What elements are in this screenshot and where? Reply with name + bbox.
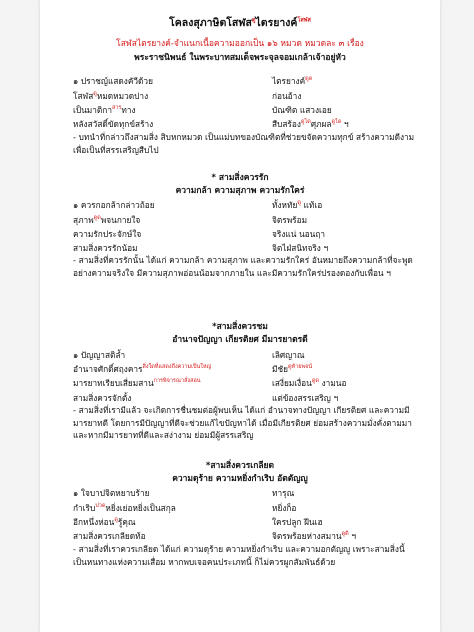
verse-left: อีกหนึ่งห่อน$^{ดู}$รู้คุณ (73, 517, 136, 527)
verse-left: กำเริบ$^{ปวด}$หยิ่งเย่อหยิ่งเป็นสกุล (73, 503, 176, 513)
verse-right: จิตรพร้อยห่างสมาน$^{ดูดิ}$ ฯ (272, 531, 356, 541)
verse-right: หยิ่งก็อ (272, 503, 297, 513)
verse-right: จิตไฝ่สนิทจริง ฯ (272, 243, 329, 253)
verse-left: ความรักประจักษ์ใจ (73, 229, 142, 239)
verse-left: ๑ ปราชญ์แสดงคัวีด้วย (73, 76, 153, 86)
explanation-paragraph: - สามสิ่งที่เราควรเกลียด ได้แก่ ความดุร้าย ความหยิ่งกำเริบ และความอกตัญญู เพราะสามสิ่งนี้ เป็นหนทางแห่งความเสื่อม หากพบเจอคนประเภทนี้ ก็ไม่ควรผูกสัมพันธ์ด้วย (73, 544, 405, 567)
verse-right: จิตรพร้อม (272, 215, 308, 225)
explanation-paragraph: - สามสิ่งที่เรามีแล้ว จะเกิดการชื่นชมต่อผู้พบเห็น ได้แก่ อำนาจทางปัญญา เกียรติยศ และความมีมารยาทดี โดยการมีปัญญาที่ดีจะช่วยแก้ไขปัญหาได้ เมื่อมีเกียรติยศ ย่อมสร้างความมั่งคั่งตามมา และหากมีมารยาทที่ดีและสง่างาม ย่อมมีผู้สรรเสริญ (73, 405, 412, 440)
title-footnote: ดู (251, 17, 256, 24)
verse-right: แต่ข้องสรรเสริญ ฯ (272, 393, 339, 403)
explanation-paragraph: - สามสิ่งที่ควรรักนั้น ได้แก่ ความกล้า ความสุภาพ และความรักใคร่ อันหมายถึงความกล้าที่จะพูดอย่างความจริงใจ มีความสุภาพอ่อนน้อมจากภายใน และมีความรักใคร่ปรองดองกับเพื่อน ฯ (73, 255, 413, 278)
verse-left: สามสิ่งควรรักน้อม (73, 243, 138, 253)
title-footnote-2: โสฬส (297, 17, 311, 24)
page-title (40, 18, 440, 29)
verse-right: ใครปลูก ฝีนเฮ (272, 517, 323, 527)
section-heading: *สามสิ่งควรชม (212, 322, 268, 332)
verse-right: ทั้งหทัย$^{ดู}$ แท้เอ (272, 200, 323, 210)
verse-left: ๑ ปัญญาสติล้ำ (73, 350, 126, 360)
explanation-paragraph: - บทนำที่กล่าวถึงสามสิ่ง สิบหกหมวด เป็นแม่บทของบัณฑิตที่ช่วยขจัดความทุกข์ สร้างความดีงามเพื่อเป็นที่สรรเสริญสืบไป (73, 132, 415, 155)
section-heading: * สามสิ่งควรรัก (211, 173, 269, 183)
verse-right: ไตรยางค์$^{ดูด}$ (272, 76, 313, 86)
title-tail: ไตรยางค์ (255, 17, 298, 29)
section-subheading: ความดุร้าย ความหยิ่งกำเริบ อัตตัญญู (172, 474, 308, 484)
section-heading: *สามสิ่งควรเกลียด (205, 461, 275, 471)
verse-left: โสฬส$^{ดู}$หมดหมวดปาง (73, 91, 149, 101)
verse-right: บัณฑิต แสวงเอย (272, 105, 332, 115)
document-page (40, 0, 440, 632)
verse-right: ก่อนอ้าง (272, 91, 302, 101)
verse-left: เป็นมาติกา$^{สาร}$ทาง (73, 105, 136, 115)
verse-left: สามสิ่งควรเกลียดท้อ (73, 531, 146, 541)
verse-right: จริงแน่ นอนฤา (272, 229, 326, 239)
verse-right: มีชัย$^{ดูท้ายพจน์}$ (272, 364, 313, 374)
verse-left: หลังสวัสดิ์ขัดทุกข์สร้าง (73, 119, 154, 129)
verse-right: สืบสร้อง$^{ดูได}$ศุภผล$^{ดูได}$ ฯ (272, 119, 349, 129)
section-subheading: อำนาจปัญญา เกียรติยศ มีมารยาตรดี (172, 335, 308, 345)
verse-left: มารยาทเรียบเสี่ยมสาน$^{การพิจารณาสั่งสอน}$ (73, 378, 201, 388)
verse-left: ๑ ใจบาปจิตหยาบร้าย (73, 488, 150, 498)
verse-left: ๑ ควรกอกล้ากล่าวถ้อย (73, 200, 155, 210)
verse-left: สามสิ่งควรจักตั้ง (73, 393, 132, 403)
verse-right: ทารุณ (272, 488, 295, 498)
author-line: พระราชนิพนธ์ ในพระบาทสมเด็จพระจุลจอมเกล้าเจ้าอยู่หัว (134, 53, 346, 63)
subtitle: โสฬสไตรยางค์-จำแนกเนื้อความออกเป็น ๑๖ หมวด หมวดละ ๓ เรื่อง (116, 39, 364, 49)
verse-left: อำนาจศักดิ์ศฤงคาร$^{สิ่งใดที่แสดงถึงความเป็นใหญ่}$ (73, 364, 212, 374)
verse-left: สุภาพ$^{ดูด}$พจนกายใจ (73, 215, 141, 225)
verse-right: เลิศญาณ (272, 350, 305, 360)
verse-right: เสงี่ยมเงื่อน$^{ดูด}$ งามนอ (272, 378, 347, 388)
section-subheading: ความกล้า ความสุภาพ ความรักใคร่ (175, 186, 305, 196)
title-text: โคลงสุภาษิตโสฬส (169, 17, 252, 29)
